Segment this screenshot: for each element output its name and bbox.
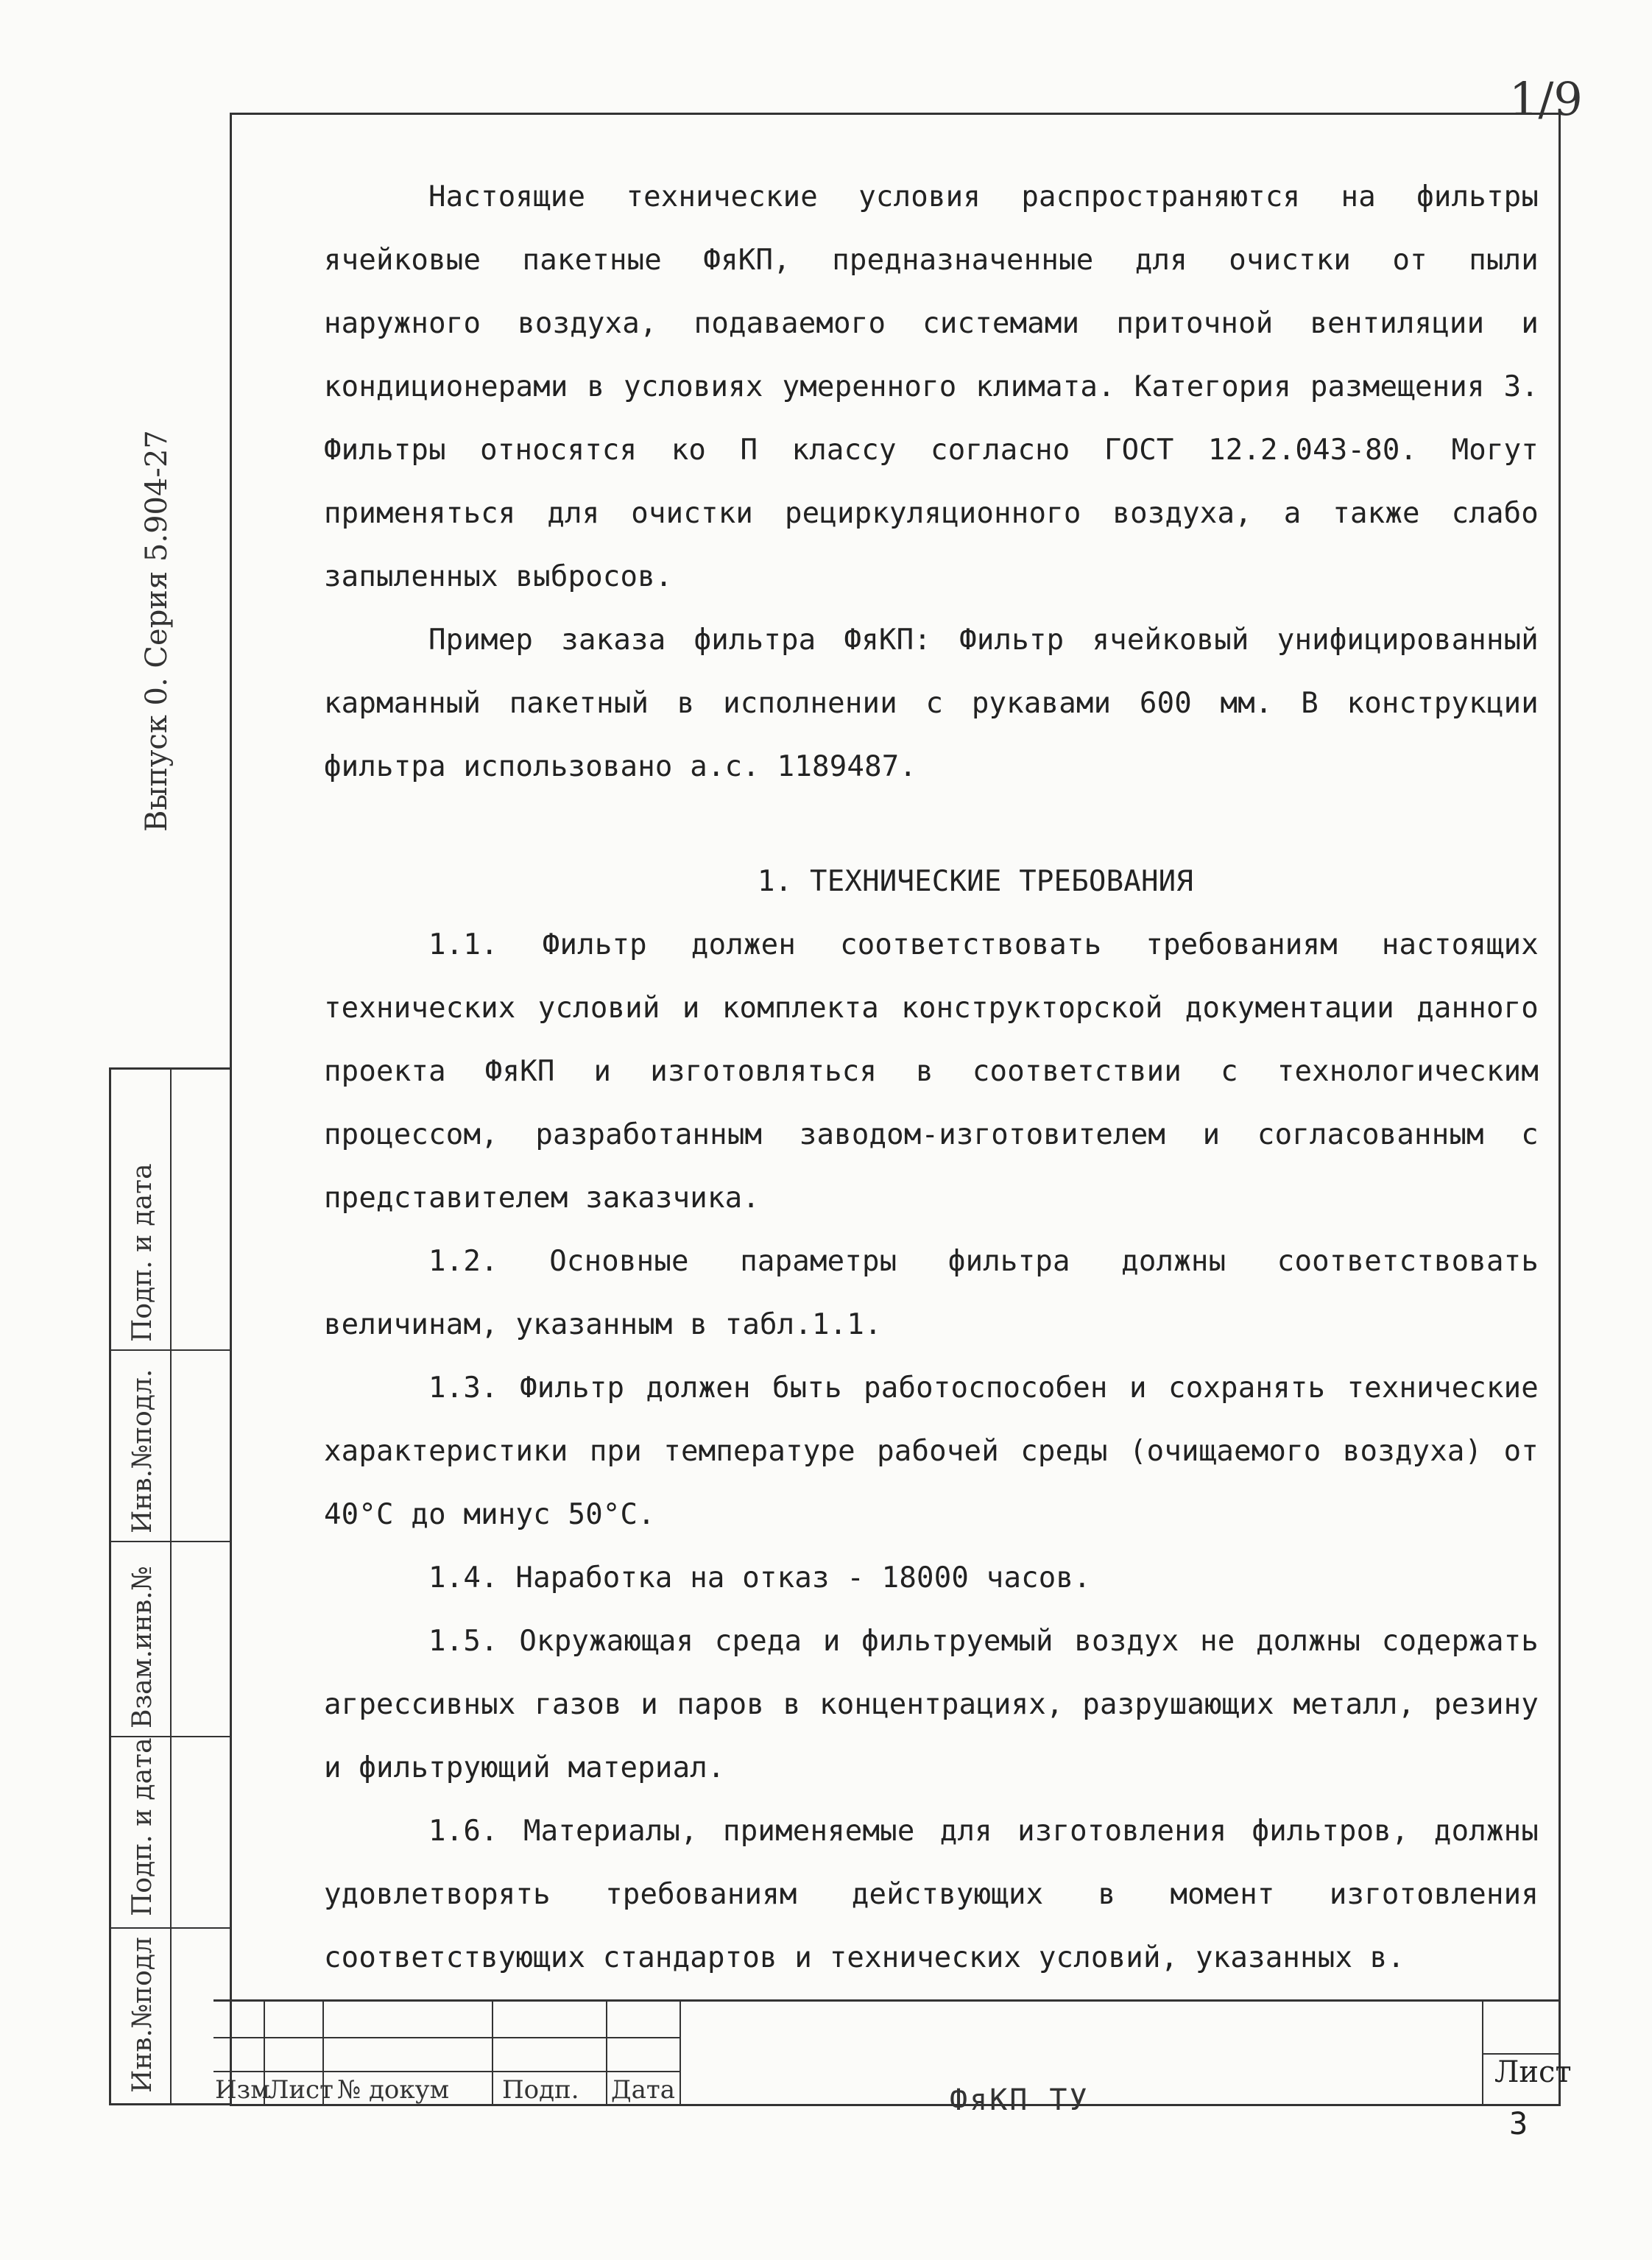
intro-paragraph: Настоящие технические условия распространяются на фильтры ячейковые пакетные ФяКП, предназначенные для очистки от пыли наружного воздуха, подаваемого системами приточной вентиляции и кондиционерами в условиях умеренного климата. Категория размещения 3. Фильтры относятся ко П классу согласно ГОСТ 12.2.043-80. Могут применяться для очистки рециркуляционного воздуха, а также слабо запыленных выбросов. bbox=[324, 180, 1539, 593]
item-1-6: 1.6. Материалы, применяемые для изготовления фильтров, должны удовлетворять требованиям действующих в момент изготовления соответствующих стандартов и технических условий, указанных в. bbox=[324, 1815, 1539, 1974]
item-1-2: 1.2. Основные параметры фильтра должны соответствовать величинам, указанным в табл.1.1. bbox=[324, 1245, 1539, 1341]
section-heading: 1. ТЕХНИЧЕСКИЕ ТРЕБОВАНИЯ bbox=[758, 865, 1193, 898]
tb-label-list: Лист bbox=[268, 2075, 333, 2105]
sheet-number: 3 bbox=[1509, 2105, 1528, 2141]
sheet-label: Лист bbox=[1494, 2055, 1572, 2089]
strip-label-inv-podl-2: Инв.№подл. bbox=[127, 1369, 158, 1533]
series-label: Выпуск 0. Серия 5.904-27 bbox=[140, 430, 174, 832]
item-1-3: 1.3. Фильтр должен быть работоспособен и сохранять технические характеристики при температуре рабочей среды (очищаемого воздуха) от 40°С до минус 50°С. bbox=[324, 1371, 1539, 1531]
strip-label-inv-podl: Инв.№подл bbox=[127, 1937, 158, 2093]
item-1-1: 1.1. Фильтр должен соответствовать требованиям настоящих технических условий и комплекта конструкторской документации данного проекта ФяКП и изготовляться в соответствии с технологическим процессом, разработанным заводом-изготовителем и согласованным с представителем заказчика. bbox=[324, 928, 1539, 1215]
strip-divider bbox=[111, 1541, 230, 1542]
strip-divider bbox=[111, 1927, 230, 1929]
left-stamp-strip bbox=[109, 1067, 230, 2105]
tb-label-data: Дата bbox=[611, 2075, 675, 2105]
document-body bbox=[324, 166, 1539, 1990]
tb-row-line bbox=[1483, 2053, 1561, 2055]
tb-row-line bbox=[213, 2037, 681, 2038]
tb-label-izm: Изм bbox=[215, 2075, 270, 2105]
document-code: ФяКП ТУ bbox=[950, 2083, 1090, 2117]
tb-label-podp: Подп. bbox=[502, 2075, 579, 2105]
strip-label-podp-data-2: Подп. и дата bbox=[127, 1163, 158, 1342]
title-block bbox=[213, 1999, 1561, 2106]
item-1-4: 1.4. Наработка на отказ - 18000 часов. bbox=[428, 1561, 1091, 1595]
tb-row-line bbox=[213, 2071, 681, 2072]
strip-label-podp-data: Подп. и дата bbox=[127, 1737, 158, 1916]
item-1-5: 1.5. Окружающая среда и фильтруемый воздух не должны содержать агрессивных газов и паров в концентрациях, разрушающих металл, резину и фильтрующий материал. bbox=[324, 1625, 1539, 1784]
order-example-paragraph: Пример заказа фильтра ФяКП: Фильтр ячейковый унифицированный карманный пакетный в исполнении с рукавами 600 мм. В конструкции фильтра использовано а.с. 1189487. bbox=[324, 624, 1539, 783]
strip-label-vzam-inv: Взам.инв.№ bbox=[127, 1566, 158, 1728]
page-corner-number: 1/9 bbox=[1509, 72, 1583, 126]
tb-label-dokum: № докум bbox=[337, 2075, 450, 2105]
strip-divider bbox=[111, 1349, 230, 1351]
